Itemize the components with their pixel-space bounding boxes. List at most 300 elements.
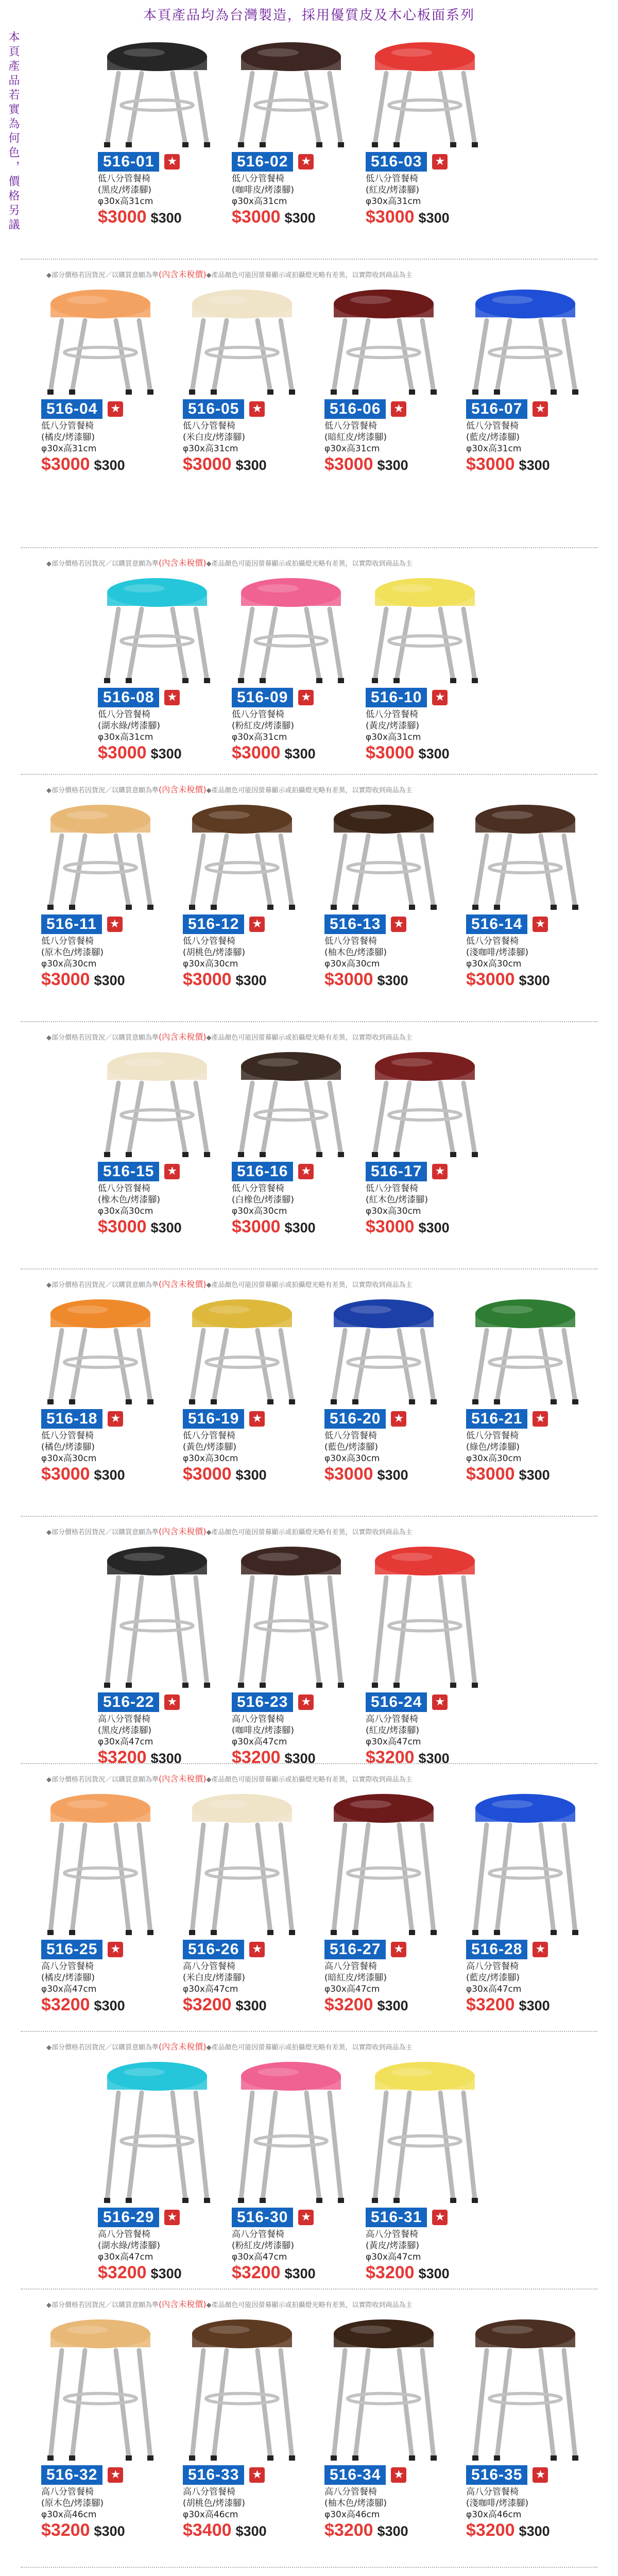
product-label-row (366, 687, 448, 708)
product-desc-line: (暗紅皮/烤漆腳) (324, 432, 387, 443)
product-card[interactable] (324, 1788, 443, 2014)
stool-ring (64, 2394, 136, 2404)
product-desc-line: φ30x高31cm (366, 196, 421, 207)
product-price: $3400 (183, 2520, 232, 2540)
stool-ring (64, 1868, 136, 1878)
notice-text: ◆產品顏色可能因螢幕顯示或拍攝燈光略有差異，以實際收到商品為主 (206, 272, 413, 279)
tax-note: (內含未稅價) (159, 1774, 207, 1784)
product-price: $3000 (324, 1464, 373, 1484)
tax-note: (內含未稅價) (159, 2299, 207, 2309)
stool-image (366, 2056, 484, 2205)
shipping-price: $300 (94, 1998, 125, 2013)
stool-foot (182, 142, 188, 147)
shipping-price: $300 (519, 1467, 550, 1483)
stool-seat-highlight (124, 1553, 165, 1561)
notice-text: ◆部分價格若因貨況／以購買意願為準 (46, 1281, 159, 1289)
product-desc-line: 低八分管餐椅 (98, 709, 150, 720)
stool-foot (494, 2455, 500, 2461)
product-card[interactable] (366, 1540, 484, 1767)
product-desc-line: 高八分管餐椅 (366, 1714, 418, 1724)
stool-leg (330, 2093, 341, 2200)
price-row (41, 1464, 125, 1484)
stool-foot (189, 1930, 195, 1935)
section-notice (46, 1525, 572, 1538)
stool-foot (472, 2198, 478, 2203)
stool-foot (104, 678, 110, 683)
product-desc-line: (藍皮/烤漆腳) (466, 1973, 520, 1983)
price-row (183, 2520, 267, 2540)
stool-seat (192, 1794, 292, 1823)
stool-leg (330, 73, 341, 144)
shipping-price: $300 (235, 2523, 267, 2539)
product-card[interactable] (98, 572, 216, 762)
stool-leg (281, 1825, 292, 1932)
stool-foot (182, 1683, 188, 1688)
tax-note: (內含未稅價) (159, 2042, 207, 2052)
stool-foot (182, 1152, 188, 1157)
stool-foot (572, 2455, 578, 2461)
product-label-row (183, 1939, 265, 1960)
stool-foot (69, 905, 75, 910)
stool-leg (50, 836, 62, 907)
product-price: $3200 (98, 2263, 147, 2282)
stool-leg (196, 2093, 207, 2200)
stool-foot (260, 2198, 266, 2203)
stool-foot (267, 1930, 273, 1935)
product-card[interactable] (466, 1788, 585, 2014)
product-card[interactable] (183, 799, 301, 989)
stool-foot (104, 142, 110, 147)
price-row (466, 970, 550, 990)
product-desc-line: (藍色/烤漆腳) (324, 1442, 378, 1452)
stool-foot (104, 1683, 110, 1688)
stool-seat (192, 1299, 292, 1328)
stool-foot (338, 678, 344, 683)
section-divider (21, 774, 597, 775)
product-card[interactable] (466, 2313, 585, 2540)
stool-foot (182, 2198, 188, 2203)
stool-seat (241, 2062, 341, 2091)
product-card[interactable] (232, 572, 350, 762)
stool-foot (352, 905, 358, 910)
featured-badge-icon: ★ (298, 1694, 314, 1710)
product-desc-line: 低八分管餐椅 (232, 1183, 284, 1194)
stool-foot (316, 1683, 322, 1688)
product-desc-line: φ30x高31cm (98, 196, 153, 207)
product-card[interactable] (466, 1293, 585, 1484)
product-card[interactable] (466, 799, 585, 989)
stool-leg (564, 2350, 575, 2458)
product-desc-line: 低八分管餐椅 (366, 709, 418, 720)
stool-seat (475, 290, 575, 318)
product-label-row (466, 2465, 548, 2485)
stool-leg (50, 1825, 62, 1932)
stool-image (41, 1293, 160, 1406)
stool-leg (564, 1330, 575, 1401)
product-card[interactable] (324, 2313, 443, 2540)
product-card[interactable] (41, 1788, 160, 2014)
product-desc-line: (黃色/烤漆腳) (183, 1442, 236, 1452)
stool-leg (107, 609, 118, 680)
stool-ring (255, 2136, 327, 2146)
product-card[interactable] (183, 283, 301, 474)
product-section (0, 2298, 618, 2555)
featured-badge-icon: ★ (249, 1411, 265, 1427)
stool-leg (196, 609, 207, 680)
stool-leg (139, 836, 150, 907)
product-label-row (183, 2465, 265, 2485)
product-desc-line: φ30x高30cm (41, 1453, 97, 1464)
featured-badge-icon: ★ (432, 1164, 448, 1179)
product-price: $3200 (183, 1995, 232, 2014)
product-card[interactable] (366, 2056, 484, 2282)
price-row (324, 970, 408, 990)
price-row (466, 2520, 550, 2540)
product-code: 516-18 (41, 1409, 102, 1429)
stool-leg (475, 2350, 487, 2458)
featured-badge-icon: ★ (108, 1942, 123, 1957)
product-card[interactable] (324, 283, 443, 474)
stool-leg (334, 1825, 345, 1932)
product-desc-line: 低八分管餐椅 (41, 1431, 94, 1441)
shipping-price: $300 (418, 746, 450, 761)
stool-foot (104, 2198, 110, 2203)
product-price: $3200 (466, 2520, 515, 2540)
featured-badge-icon: ★ (298, 154, 314, 170)
price-row (366, 743, 450, 763)
stool-ring (389, 1621, 461, 1631)
product-code: 516-32 (41, 2465, 102, 2485)
product-card[interactable] (98, 36, 216, 227)
stool-seat-highlight (492, 811, 533, 819)
shipping-price: $300 (519, 1998, 550, 2013)
price-row (232, 1217, 316, 1237)
stool-leg (241, 73, 252, 144)
stool-foot (551, 1930, 557, 1935)
notice-text: ◆產品顏色可能因螢幕顯示或拍攝燈光略有差異，以實際收到商品為主 (206, 560, 413, 568)
stool-seat (107, 578, 207, 607)
product-code: 516-05 (183, 399, 244, 419)
section-divider (21, 547, 597, 548)
product-card[interactable] (324, 1293, 443, 1484)
product-desc-line: (綠色/烤漆腳) (466, 1442, 520, 1452)
stool-foot (494, 1930, 500, 1935)
shipping-price: $300 (150, 210, 182, 226)
product-desc-line: 低八分管餐椅 (366, 174, 418, 184)
stool-seat-highlight (124, 584, 165, 592)
product-label-row (41, 399, 123, 419)
product-label-row (98, 1692, 180, 1713)
stool-ring (255, 636, 327, 646)
featured-badge-icon: ★ (533, 2467, 548, 2483)
product-section (0, 1525, 618, 1783)
stool-image (232, 572, 350, 685)
shipping-price: $300 (377, 1998, 408, 2013)
stool-seat-highlight (258, 48, 299, 57)
stool-image (41, 2313, 160, 2463)
stool-image (41, 799, 160, 912)
stool-ring (489, 347, 561, 358)
product-card[interactable] (466, 283, 585, 474)
stool-foot (267, 1399, 273, 1404)
stool-seat-highlight (492, 296, 533, 304)
product-desc-line: φ30x高31cm (232, 732, 287, 742)
section-divider (21, 1516, 597, 1517)
stool-foot (450, 142, 456, 147)
notice-text: ◆部分價格若因貨況／以購買意願為準 (46, 560, 159, 568)
notice-text: ◆部分價格若因貨況／以購買意願為準 (46, 1529, 159, 1536)
product-desc-line: 高八分管餐椅 (366, 2229, 418, 2240)
product-desc-line: (黑皮/烤漆腳) (98, 185, 151, 195)
featured-badge-icon: ★ (164, 154, 180, 170)
stool-foot (238, 2198, 244, 2203)
side-note: 本頁產品若實為何色，價格另議 (7, 31, 20, 233)
stool-foot (47, 1930, 54, 1935)
stool-foot (211, 2455, 217, 2461)
product-card[interactable] (324, 799, 443, 989)
product-label-row (232, 1692, 314, 1713)
product-desc-line: φ30x高30cm (324, 1453, 380, 1464)
tax-note: (內含未稅價) (159, 1032, 207, 1042)
product-desc-line: φ30x高47cm (98, 2252, 153, 2262)
product-label-row (466, 1409, 548, 1429)
product-card[interactable] (232, 1540, 350, 1767)
product-label-row (366, 151, 448, 172)
stool-leg (422, 1825, 434, 1932)
product-card[interactable] (232, 1046, 350, 1236)
stool-image (366, 1046, 484, 1159)
featured-badge-icon: ★ (432, 154, 448, 170)
featured-badge-icon: ★ (108, 2467, 123, 2483)
stool-leg (464, 609, 475, 680)
product-price: $3000 (466, 970, 515, 989)
stool-foot (104, 1152, 110, 1157)
stool-leg (464, 73, 475, 144)
price-row (98, 743, 182, 763)
shipping-price: $300 (150, 2266, 182, 2281)
stool-foot (189, 2455, 195, 2461)
product-card[interactable] (98, 1046, 216, 1236)
product-desc-line: (橘皮/烤漆腳) (41, 1973, 95, 1983)
stool-seat (475, 2319, 575, 2348)
product-code: 516-17 (366, 1162, 427, 1181)
stool-foot (69, 389, 75, 395)
product-label-row (41, 914, 123, 935)
stool-foot (409, 2455, 415, 2461)
stool-foot (431, 905, 437, 910)
section-notice (46, 268, 572, 281)
product-desc-line: φ30x高47cm (183, 1984, 238, 1994)
product-code: 516-03 (366, 152, 427, 172)
product-card[interactable] (183, 1293, 301, 1484)
product-desc-line: φ30x高30cm (324, 959, 380, 969)
shipping-price: $300 (519, 2523, 550, 2539)
stool-seat-highlight (209, 811, 250, 819)
stool-ring (64, 862, 136, 873)
product-label-row (466, 914, 548, 935)
stool-seat (50, 2319, 150, 2348)
product-label-row (41, 1939, 123, 1960)
product-label-row (183, 1409, 265, 1429)
stool-ring (206, 1357, 278, 1367)
stool-foot (472, 1399, 478, 1404)
stool-ring (348, 862, 420, 873)
stool-foot (316, 142, 322, 147)
notice-text: ◆部分價格若因貨況／以購買意願為準 (46, 1776, 159, 1784)
stool-seat-highlight (124, 2068, 165, 2076)
price-row (232, 2263, 316, 2283)
product-code: 516-24 (366, 1692, 427, 1712)
product-card[interactable] (41, 799, 160, 989)
stool-foot (372, 2198, 378, 2203)
price-row (41, 1995, 125, 2015)
stool-leg (139, 320, 150, 392)
stool-ring (489, 862, 561, 873)
section-divider (21, 1268, 597, 1269)
price-row (366, 1217, 450, 1237)
product-desc-line: 高八分管餐椅 (183, 1961, 235, 1972)
stool-leg (241, 1083, 252, 1154)
product-card[interactable] (183, 1788, 301, 2014)
stool-image (183, 283, 301, 397)
shipping-price: $300 (235, 457, 267, 473)
price-row (232, 743, 316, 763)
stool-leg (139, 1330, 150, 1401)
stool-foot (69, 2455, 75, 2461)
stool-foot (47, 2455, 54, 2461)
product-card[interactable] (232, 2056, 350, 2282)
stool-leg (422, 1330, 434, 1401)
stool-foot (126, 905, 132, 910)
stool-seat-highlight (67, 296, 108, 304)
product-card[interactable] (41, 283, 160, 474)
product-desc-line: 低八分管餐椅 (232, 709, 284, 720)
product-code: 516-27 (324, 1940, 386, 1959)
stool-foot (331, 389, 337, 395)
section-divider (21, 2567, 597, 2568)
section-notice (46, 1278, 572, 1291)
product-card[interactable] (366, 1046, 484, 1236)
product-desc-line: 高八分管餐椅 (324, 1961, 377, 1972)
product-desc-line: φ30x高47cm (232, 1737, 287, 1747)
stool-foot (472, 1152, 478, 1157)
product-price: $3000 (98, 743, 147, 762)
product-price: $3200 (98, 1748, 147, 1767)
price-row (232, 1748, 316, 1768)
price-row (41, 970, 125, 990)
product-label-row (232, 1161, 314, 1182)
product-desc-line: (米白皮/烤漆腳) (183, 1973, 245, 1983)
section-divider (21, 1763, 597, 1764)
section-divider (21, 2031, 597, 2032)
product-label-row (466, 1939, 548, 1960)
stool-foot (551, 389, 557, 395)
product-card[interactable] (98, 1540, 216, 1767)
price-row (466, 454, 550, 474)
product-label-row (183, 399, 265, 419)
stool-leg (241, 1578, 252, 1685)
product-code: 516-10 (366, 688, 427, 707)
stool-image (366, 1540, 484, 1690)
stool-ring (121, 100, 193, 110)
product-label-row (41, 2465, 123, 2485)
stool-seat-highlight (209, 1800, 250, 1808)
product-code: 516-11 (41, 914, 102, 934)
stool-foot (238, 1152, 244, 1157)
product-desc-line: 高八分管餐椅 (41, 2487, 94, 2497)
product-desc-line: (暗紅皮/烤漆腳) (324, 1973, 387, 1983)
product-card[interactable] (98, 2056, 216, 2282)
section-notice (46, 2298, 572, 2311)
stool-foot (147, 389, 153, 395)
notice-text: ◆產品顏色可能因螢幕顯示或拍攝燈光略有差異，以實際收到商品為主 (206, 1529, 413, 1536)
stool-foot (126, 2198, 132, 2203)
notice-text: ◆部分價格若因貨況／以購買意願為準 (46, 1034, 159, 1042)
notice-text: ◆部分價格若因貨況／以購買意願為準 (46, 2301, 159, 2309)
product-card[interactable] (232, 36, 350, 227)
product-card[interactable] (41, 1293, 160, 1484)
stool-seat (375, 1052, 475, 1081)
product-price: $3200 (366, 2263, 415, 2282)
product-desc-line: φ30x高31cm (41, 444, 97, 454)
stool-ring (121, 1621, 193, 1631)
stool-image (183, 2313, 301, 2463)
stool-foot (472, 389, 478, 395)
product-card[interactable] (366, 36, 484, 227)
product-desc-line: 高八分管餐椅 (98, 1714, 150, 1724)
product-label-row (232, 687, 314, 708)
stool-foot (572, 389, 578, 395)
product-desc-line: φ30x高47cm (366, 2252, 421, 2262)
notice-text: ◆產品顏色可能因螢幕顯示或拍攝燈光略有差異，以實際收到商品為主 (206, 787, 413, 794)
stool-leg (330, 609, 341, 680)
price-row (366, 1748, 450, 1768)
stool-leg (422, 2350, 434, 2458)
product-card[interactable] (183, 2313, 301, 2540)
featured-badge-icon: ★ (107, 917, 123, 932)
stool-ring (348, 347, 420, 358)
stool-leg (375, 2093, 386, 2200)
featured-badge-icon: ★ (298, 2210, 314, 2225)
stool-seat (334, 1299, 434, 1328)
stool-seat (107, 42, 207, 71)
product-desc-line: (藍皮/烤漆腳) (466, 432, 520, 443)
product-card[interactable] (366, 572, 484, 762)
stool-leg (422, 836, 434, 907)
product-desc-line: φ30x高46cm (466, 2510, 522, 2520)
shipping-price: $300 (377, 1467, 408, 1483)
product-code: 516-01 (98, 152, 159, 172)
price-row (324, 1995, 408, 2015)
product-desc-line: 低八分管餐椅 (366, 1183, 418, 1194)
product-desc-line: (橡木色/烤漆腳) (98, 1195, 160, 1205)
product-desc-line: φ30x高31cm (183, 444, 238, 454)
product-desc-line: (橘皮/烤漆腳) (41, 432, 95, 443)
stool-seat (241, 578, 341, 607)
price-row (183, 970, 267, 990)
stool-leg (192, 836, 203, 907)
stool-ring (389, 2136, 461, 2146)
price-row (41, 2520, 125, 2540)
product-price: $3000 (366, 207, 415, 227)
stool-leg (50, 2350, 62, 2458)
featured-badge-icon: ★ (249, 917, 265, 932)
stool-seat-highlight (391, 1058, 433, 1066)
price-row (466, 1464, 550, 1484)
featured-badge-icon: ★ (533, 1411, 548, 1427)
stool-foot (393, 1152, 400, 1157)
product-card[interactable] (41, 2313, 160, 2540)
